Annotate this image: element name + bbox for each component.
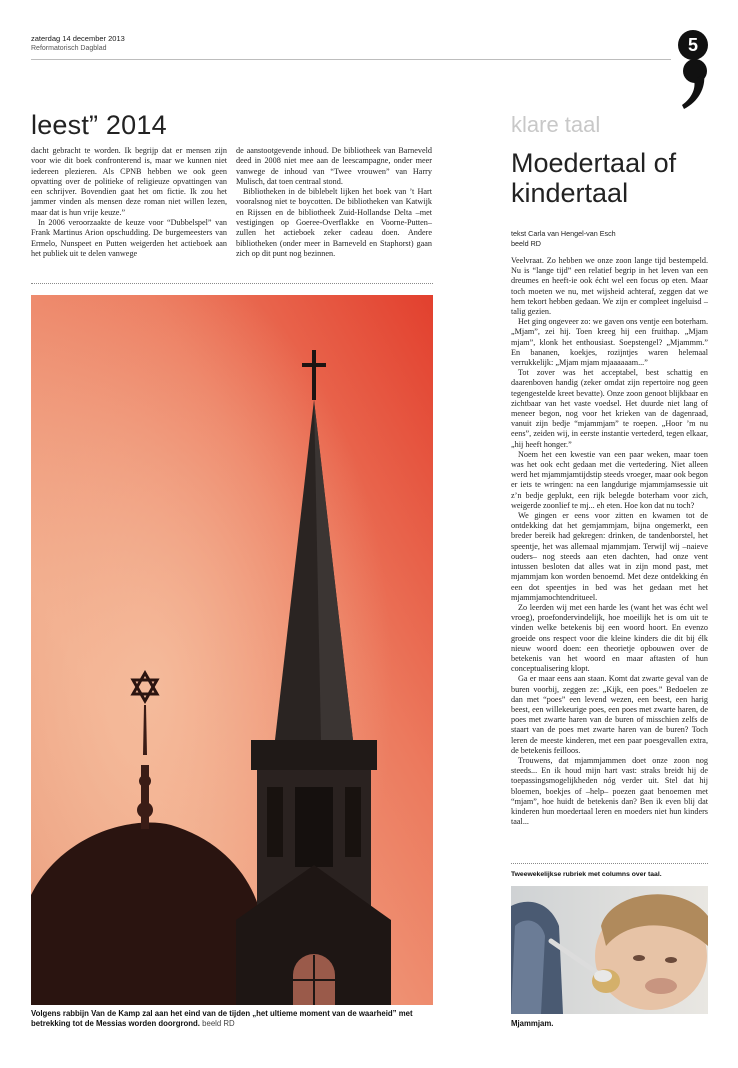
column-paragraph: Zo leerden wij met een harde les (want het was écht wel vroeg), proefondervindelijk, hoe moeilijk het is om uit te vinden welke betekenis bij een woord hoort. En evenzo groeide ons respect voor die kleine kinders die dit bij élk nieuw woord doen: een theorietje opbouwen over de betekenis van het woord en maar aftasten of hun conceptualisering klopt. xyxy=(511,602,708,674)
column-kicker: klare taal xyxy=(511,112,601,137)
article-column-1 xyxy=(31,146,227,259)
child-photo-caption: Mjammjam. xyxy=(511,1019,554,1028)
column-paragraph: Noem het een kwestie van een paar weken, maar toen was het ook echt gedaan met die vertedering. Niet alleen werd het mjammjamtijdstip steeds vroeger, maar ook begon er iets te wringen: na een langdurige mjammjamsessie uit z’n bedje geplukt, een rijk belegde boterham voor zich, weigerde zoonlief te mj... eh eten. Hoe kon dat nu toch? xyxy=(511,449,708,510)
column-paragraph: Tot zover was het acceptabel, best schattig en daarenboven handig (zeker omdat zijn repertoire nog geen tegengestelde kreet bevatte). Onze zoon genoot blijkbaar en zichtbaar van het vaste voedsel. Het duurde niet lang of meneer begon, nog voor het krieken van de dagenraad, vanuit zijn bedje “mjammjam” te roepen. „Hoor ’m nu eens”, zeiden wij, in eerste instantie vertederd, tegen elkaar, „hij heeft honger.” xyxy=(511,368,708,449)
column-note: Tweewekelijkse rubriek met columns over taal. xyxy=(511,871,662,878)
column-paragraph: Ga er maar eens aan staan. Komt dat zwarte geval van de buren voorbij, zeggen ze: „Kijk, een poes.” Bedoelen ze dan met “poes” een levend wezen, een beest, een harig beest, een willekeurige poes, een poes met zwarte haren, de poes met zwarte haren van de buren of misschien zelfs de staart van de poes met zwarte haren van de buren? Toch leren de meeste kinderen, met een paar poesgevallen extra, de betekenis feilloos. xyxy=(511,674,708,755)
section-divider xyxy=(31,283,433,284)
column-paragraph: Veelvraat. Zo hebben we onze zoon lange tijd bestempeld. Nu is “lange tijd” een relatief begrip in het leven van een dreumes en heeft-ie ook écht wel een focus op eten. Maar toch moeten we nu, met wijsheid achteraf, zeggen dat we hem tekort hebben gedaan. We zijn er compleet ingeluisd – talig gezien. xyxy=(511,256,708,317)
photo-credit: beeld RD xyxy=(202,1019,235,1028)
comma-logo-icon xyxy=(680,58,710,115)
column-paragraph: Trouwens, dat mjammjammen doet onze zoon nog steeds... En ik houd mijn hart vast: straks breidt hij de toepassingsmogelijkheden nóg verder uit. Stel dat hij bloemen, boekjes of –help– poezen gaat benoemen met “mjam”, hoe huidt de betekenis dan? Ben ik even blij dat kinderen hun moedertaal leren en moeders niet hun kinders taal... xyxy=(511,755,708,827)
church-synagogue-photo xyxy=(31,295,433,1005)
child-eating-photo xyxy=(511,886,708,1014)
column-paragraph: We gingen er eens voor zitten en kwamen tot de ontdekking dat het gemjammjam, bijna ongemerkt, een breder bereik had gekregen: drinken, de tandenborstel, het speentje, het was allemaal mjammjam. Terwijl wij –naieve ouders– nog steeds aan eten dachten, had onze vent intussen besloten dat alles wat in zijn mond past, met mjammjam kon worden benoemd. Met deze ontdekking én een dot speentjes in bed was het gedaan met het mjammjamochtendritueel. xyxy=(511,511,708,602)
byline-image-credit: beeld RD xyxy=(511,238,541,248)
article-headline: leest” 2014 xyxy=(31,110,167,140)
article-column-2 xyxy=(236,146,432,259)
page-number: 5 xyxy=(678,30,708,60)
article-paragraph: dacht gebracht te worden. Ik begrijp dat er mensen zijn voor wie dit boek confronterend is, maar we kunnen niet iedereen plezieren. Als CPNB hebben we ook geen opvatting over de politieke of religieuze opvattingen van een schrijver. Bovendien gaat het om fictie. Ik zou het jammer vinden als mensen deze roman niet willen lezen, maar dat is hun vrije keuze.” xyxy=(31,146,227,217)
issue-date: zaterdag 14 december 2013 xyxy=(31,34,125,43)
column-byline xyxy=(511,229,616,248)
article-paragraph: Bibliotheken in de biblebelt lijken het boek van ’t Hart vooralsnog niet te boycotten. De bibliotheken van Katwijk en Rijssen en de bibliotheek Zuid-Hollandse Delta –met vestigingen op Goeree-Overflakke en Voorne-Putten– zullen het actieboek zeker cadeau doen. Andere bibliotheken (onder meer in Barneveld en Staphorst) gaan zich op dit punt nog bezinnen. xyxy=(236,187,432,258)
byline-author: tekst Carla van Hengel-van Esch xyxy=(511,229,616,238)
column-divider xyxy=(511,863,708,864)
newspaper-name: Reformatorisch Dagblad xyxy=(31,45,107,52)
article-paragraph: In 2006 veroorzaakte de keuze voor “Dubbelspel” van Frank Martinus Arion opschudding. De burgemeesters van Ermelo, Nunspeet en Putten weigerden het actieboek aan het publiek uit te delen vanwege xyxy=(31,218,227,258)
article-paragraph: de aanstootgevende inhoud. De bibliotheek van Barneveld deed in 2008 niet mee aan de leescampagne, onder meer vanwege de inhoud van “Twee vrouwen” van Harry Mulisch, dat toen centraal stond. xyxy=(236,146,432,186)
photo-caption xyxy=(31,1009,433,1029)
column-body xyxy=(511,256,708,827)
column-paragraph: Het ging ongeveer zo: we gaven ons ventje een boterham. „Mjam”, zei hij. Toen kreeg hij een fruithap. „Mjam mjam”, klonk het enthousiast. Soepstengel? „Mjammm.” En bananen, koekjes, rozijntjes waren helemaal verrukkelijk: „Mjam mjam mjaaaaaam...” xyxy=(511,317,708,368)
photo-caption-text: Volgens rabbijn Van de Kamp zal aan het eind van de tijden „het ultieme moment van de waarheid” met betrekking tot de Messias worden doorgrond. xyxy=(31,1009,413,1028)
column-title: Moedertaal of kindertaal xyxy=(511,148,677,208)
header-divider xyxy=(31,59,671,60)
